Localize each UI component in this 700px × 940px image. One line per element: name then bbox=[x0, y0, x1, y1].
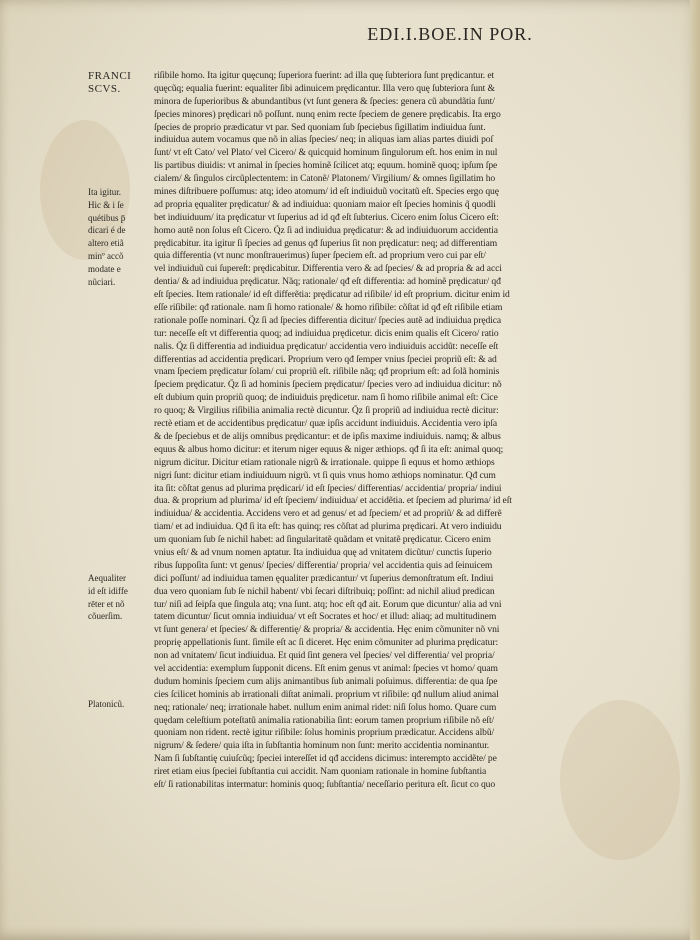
text-line: tur: neceſſe eſt vt differentia quoq; ad indiuidua prędicetur. dicis enim qualis eſt Cicero/ ratio bbox=[154, 327, 499, 339]
text-line: neq; rationale/ neq; irrationale habet. nullum enim animal ridet: niſi ſolus homo. Quare cum bbox=[154, 701, 497, 713]
text-line: proprię appellationis ſunt. ſimile eſt ac ſi diceret. Hęc enim cõmuniter ad plurima prędicatur: bbox=[154, 637, 499, 649]
margin-note-line: cõuerſim. bbox=[88, 611, 123, 622]
margin-note-line: modate e bbox=[88, 263, 121, 274]
text-line: equus & albus homo dicitur: et iterum niger equus & niger æthiops. qđ ſi ita eſt: animal quoq; bbox=[154, 443, 504, 455]
margin-note-platonicu bbox=[88, 698, 152, 711]
text-line: ſpecies minores) prędicari nõ poſſunt. nunq enim recte ſpeciem de genere prędicabis. Ita ergo bbox=[154, 108, 501, 120]
text-line: ſunt/ vt eſt Cato/ vel Plato/ vel Cicero/ & quicquid hominum ſingulorum eſt. hos enim in nul bbox=[154, 147, 498, 159]
margin-note-line: minº accõ bbox=[88, 250, 124, 261]
text-line: tatem dicuntur/ ſicut omnia indiuidua/ vt eſt Socrates et hoc/ et illud: aliaq; ad multitudinem bbox=[154, 611, 497, 623]
text-line: ſpeciem prędicatur. Q̃z ſi ad hominis ſpeciem prędicatur/ ſpecies vero ad indiuidua dicitur: nõ bbox=[154, 379, 502, 391]
margin-note-line: quétibus p̄ bbox=[88, 212, 126, 223]
text-line: dici poſſunt/ ad indiuidua tamen ęqualiter prædicantur/ vt ſuperius demonſtratum eſt. Indiui bbox=[154, 572, 494, 584]
text-line: vnam ſpeciem prędicatur ſolam/ cui propriũ eſt. riſibile nãq; qđ proprium eſt: ad ſolã hominis bbox=[154, 366, 500, 378]
text-line: eſt dubium quin propriũ quoq; de indiuiduis prędicetur. nam ſi homo riſibile animal eſt: Cice bbox=[154, 392, 498, 404]
text-line: nigri ſunt: dicitur etiam indiuiduum nigrũ. vt ſi quis vnus homo æthiops nominatur. Qđ cum bbox=[154, 469, 496, 481]
text-line: minora de ſuperioribus & abundantibus (vt ſunt genera & ſpecies: genera cũ abundãtia ſunt/ bbox=[154, 95, 495, 107]
text-line: bet indiuiduum/ ita prędicatur vt ſuperius ad id qđ eſt ſubterius. Cicero enim ſolus Cicero eſt: bbox=[154, 211, 499, 223]
text-line: prędicabitur. ita igitur ſi ſpecies ad genus qđ ſuperius ſit non prędicatur: neq; ad differentiam bbox=[154, 237, 498, 249]
text-line: mines diſtribuere poſſumus: atq; ideo atomum/ id eſt indiuiduũ vocitatũ eſt. Species ergo quę bbox=[154, 186, 499, 198]
commentary-text-block bbox=[154, 70, 662, 792]
page-edge bbox=[690, 0, 700, 940]
text-line: vnius eſt/ & ad vnum nomen aptatur. Ita indiuidua quę ad vnitatem dicũtur/ cunctis ſuperio bbox=[154, 546, 492, 558]
text-line: riſibile homo. Ita igitur quęcunq; ſuperiora fuerint: ad illa quę ſubteriora ſunt prędicantur. et bbox=[154, 70, 495, 81]
text-line: rectè etiam et de accidentibus prędicatur/ quæ ipſis accidunt indiuiduis. Accidentia vero ipſa bbox=[154, 418, 498, 430]
margin-note-line: Aequaliter bbox=[88, 573, 126, 583]
text-line: lis partibus diuidis: vt animal in ſpecies hominẽ ſcilicet atq; equum. hominẽ quoq; ipſum ſpe bbox=[154, 160, 498, 172]
text-line: riret etiam eius ſpeciei ſubſtantia cui accidit. Nam quoniam rationale in homine ſubſtantia bbox=[154, 766, 487, 778]
text-line: dentia/ & ad indiuidua prędicatur. Nãq; rationale/ qđ eſt differentia: ad hominẽ prędicatur/ qđ bbox=[154, 276, 501, 288]
text-line: um quoniam ſub ſe nichil habet: ad ſingularitatẽ quãdam et vnitatẽ prędicatur. Cicero enim bbox=[154, 534, 491, 546]
text-line: homo autẽ non ſolus eſt Cicero. Q̃z ſi ad indiuidua prędicatur: & ad indiuiduorum accidentia bbox=[154, 224, 498, 236]
margin-note-line: Platonicũ. bbox=[88, 699, 125, 709]
text-line: ita ſit: cõſtat genus ad plurima prędicari/ id eſt ſpecies/ differentias/ accidentia/ propria/ indiui bbox=[154, 482, 502, 494]
text-line: rationale poſſe nominari. Q̃z ſi ad ſpecies differentia dicitur/ ſpecies autẽ ad indiuidua prędica bbox=[154, 314, 502, 326]
margin-note-aequaliter bbox=[88, 572, 152, 623]
text-line: nigrum dicitur. Dicitur etiam rationale nigrũ & irrationale. quippe ſi equus et homo æthiops bbox=[154, 456, 495, 468]
running-head: EDI.I.BOE.IN POR. bbox=[367, 24, 533, 44]
text-line: cialem/ & ſingulos circũplectentem: in Catonẽ/ Platonem/ Virgilium/ & omnes ſigillatim ho bbox=[154, 173, 496, 185]
margin-note-line: dicari é de bbox=[88, 225, 126, 236]
text-line: nalis. Q̃z ſi differentia ad indiuidua prędicatur/ accidentia vero indiuiduis accidũt: neceſſe eſt bbox=[154, 340, 499, 352]
text-line: quędam celeſtium poteſtatũ animalia rationabilia ſint: eorum tamen proprium riſibile nõ eſt/ bbox=[154, 714, 495, 726]
margin-note-line: id eſt idiffe bbox=[88, 585, 128, 596]
text-line: & de ſpeciebus et de alijs omnibus prędicantur: et de ipſis maxime indiuiduis. namq; & albus bbox=[154, 430, 501, 442]
text-line: differentias ad accidentia prędicari. Proprium vero qđ ſemper vnius ſpeciei propriũ eſt: & ad bbox=[154, 353, 497, 365]
margin-note-line: nũciari. bbox=[88, 276, 116, 287]
text-line: quęcũq; equalia fuerint: equaliter ſibi adinuicem prędicantur. Illa vero quę ſubteriora ſunt & bbox=[154, 82, 495, 94]
margin-note-line: SCVS. bbox=[88, 83, 121, 95]
margin-note-line: Hic & i ſe bbox=[88, 199, 124, 210]
text-line: ſpecies de proprio prædicatur vt par. Sed quoniam ſub ſpeciebus ſigillatim indiuidua ſunt. bbox=[154, 121, 486, 133]
text-line: indiuidua autem vocamus que nõ in alias ſpecies/ neq; in aliquas iam alias partes diuidi poſ bbox=[154, 134, 494, 146]
text-line: vt ſunt genera/ et ſpecies/ & differentię/ & propria/ & accidentia. Hęc enim cõmuniter nõ vni bbox=[154, 624, 500, 636]
margin-note-line: Ita igitur. bbox=[88, 187, 121, 197]
text-line: vel accidentia: exemplum ſupponit dicens. Eſt enim genus vt animal: ſpecies vt homo/ quam bbox=[154, 662, 498, 674]
text-line: ro quoq; & Virgilius riſibilia animalia rectè dicuntur. Q̃z ſi propriũ ad indiuidua rectè dicitur: bbox=[154, 405, 499, 417]
text-line: indiuidua/ & accidentia. Accidens vero et ad genus/ et ad ſpeciem/ et ad propriũ/ & ad differẽ bbox=[154, 508, 502, 520]
text-line: dua. & proprium ad plurima/ id eſt ſpeciem/ indiuidua/ et accidẽtia. et ſpeciem ad plurima/ id eſt bbox=[154, 495, 512, 507]
text-line: quoniam non rident. rectè igitur riſibile: ſolus hominis proprium prædicatur. Accidens albũ/ bbox=[154, 727, 495, 739]
margin-note-line: altero etiã bbox=[88, 238, 124, 249]
margin-note-franciscus bbox=[88, 70, 152, 96]
margin-note-line: rēter et nõ bbox=[88, 598, 125, 609]
text-line: ad propria ęqualiter prędicatur/ & ad indiuidua: quoniam maior eſt ſpecies hominis q̃ quodli bbox=[154, 198, 496, 210]
text-line: dudum hominis ſpeciem cum alijs animantibus ſub animali poſuimus. differentia: de qua ſpe bbox=[154, 675, 498, 687]
text-line: cies ſcilicet hominis ab irrationali diſtat animali. proprium vt riſibile: qđ nullum aliud animal bbox=[154, 688, 499, 700]
margin-note-ita-igitur bbox=[88, 186, 152, 288]
text-line: ribus ſuppoſita ſunt: vt genus/ ſpecies/ differentia/ propria/ vel accidentia quis ad ſeinuicem bbox=[154, 559, 493, 571]
text-line: non ad vnitatem/ ſicut indiuidua. Et quid ſint genera vel ſpecies/ vel differentia/ vel propria/ bbox=[154, 650, 495, 662]
text-line: Nam ſi ſubſtantię cuiuſcũq; ſpeciei intereſſet id qđ accidens dicimus: interempto accidẽte/ pe bbox=[154, 753, 497, 765]
text-line: tiam/ et ad indiuidua. Qđ ſi ita eſt: has quinq; res cõſtat ad plurima prędicari. At vero indiuidu bbox=[154, 521, 502, 533]
text-line: vel indiuiduũ cui ſupereſt: prędicabitur. Differentia vero & ad ſpecies/ & ad propria & ad acci bbox=[154, 263, 502, 275]
text-line: nigrum/ & ſedere/ quia iſta in ſubſtantia hominum non ſunt: merito accidentia nominantur. bbox=[154, 740, 490, 752]
text-line: quia differentia (vt nunc monſtrauerimus) ſuper ſpeciem eſt. ad proprium vero cui par eſt/ bbox=[154, 250, 486, 262]
text-line: eſſe riſibile: qđ rationale. nam ſi homo rationale/ & homo riſibile: cõſtat id qđ eſt riſibile etiam bbox=[154, 302, 503, 314]
margin-note-line: FRANCI bbox=[88, 70, 132, 82]
text-line: eſt/ ſi rationabilitas intermatur: hominis quoq; ſubſtantia/ neceſſario peritura eſt. ſicut co quo bbox=[154, 778, 496, 790]
text-line: eſt ſpecies. Item rationale/ id eſt differẽtia: prędicatur ad riſibile/ id eſt proprium. dicitur enim id bbox=[154, 289, 510, 301]
text-line: dua vero quoniam ſub ſe nichil habent/ vbi ſecari diſtribuiq; poſſint: ad nichil aliud predican bbox=[154, 585, 495, 597]
text-line: tur/ niſi ad ſeipſa que ſingula atq; vna ſunt. atq; hoc eſt qđ ait. Eorum que dicuntur/ alia ad vni bbox=[154, 598, 502, 610]
